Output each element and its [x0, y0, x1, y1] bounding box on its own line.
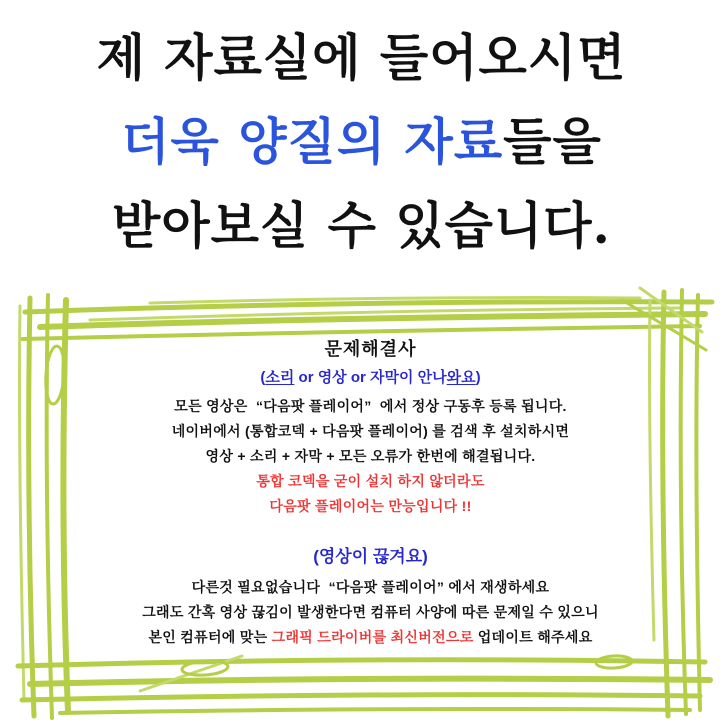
text-segment: 더욱 양질의 자료	[121, 112, 504, 171]
text-segment: 본인 컴퓨터에 맞는	[148, 629, 272, 645]
section-2-line-3	[70, 625, 671, 650]
section-1-heading	[70, 368, 671, 388]
text-segment: or 영상 or 자막이 안나	[294, 369, 447, 386]
text-segment: 문제해결사	[324, 339, 417, 359]
text-segment: 받아보실 수 있습니다.	[112, 196, 611, 255]
text-segment: 와요	[446, 369, 476, 386]
text-segment: 그래도 간혹 영상 끊김이 발생한다면 컴퓨터 사양에 따른 문제일 수 있으니	[142, 604, 599, 620]
section-gap	[70, 519, 671, 545]
text-segment: 모든 영상은 “다음팟 플레이어” 에서 정상 구동후 등록 됩니다.	[174, 398, 567, 414]
text-segment: 다른것 필요없습니다 “다음팟 플레이어” 에서 재생하세요	[191, 579, 550, 595]
section-1-warning-1	[70, 469, 671, 494]
notice-box-content	[70, 338, 671, 650]
text-segment: )	[475, 369, 481, 386]
text-segment: 업데이트 해주세요	[473, 629, 593, 645]
text-segment: 다음팟 플레이어는 만능입니다 !!	[269, 498, 472, 514]
section-1-line-1	[70, 394, 671, 419]
text-segment: 제 자료실에 들어오시면	[96, 28, 627, 87]
text-segment: 영상 + 소리 + 자막 + 모든 오류가 한번에 해결됩니다.	[205, 448, 536, 464]
section-1-warning-2	[70, 494, 671, 519]
text-segment: 통합 코덱을 굳이 설치 하지 않더라도	[256, 473, 485, 489]
section-1-line-2	[70, 419, 671, 444]
text-segment: (	[260, 369, 266, 386]
text-segment: 그래픽 드라이버를 최신버전으로	[271, 629, 474, 645]
text-segment: 네이버에서 (통합코덱 + 다음팟 플레이어) 를 검색 후 설치하시면	[171, 423, 570, 439]
text-segment: (영상이 끊겨요)	[313, 547, 428, 566]
section-2-line-1	[70, 575, 671, 600]
section-2-line-2	[70, 600, 671, 625]
box-title	[70, 338, 671, 360]
section-1-line-3	[70, 444, 671, 469]
section-2-heading	[70, 545, 671, 569]
text-segment: 들을	[503, 112, 602, 171]
text-segment: 소리	[265, 369, 295, 386]
